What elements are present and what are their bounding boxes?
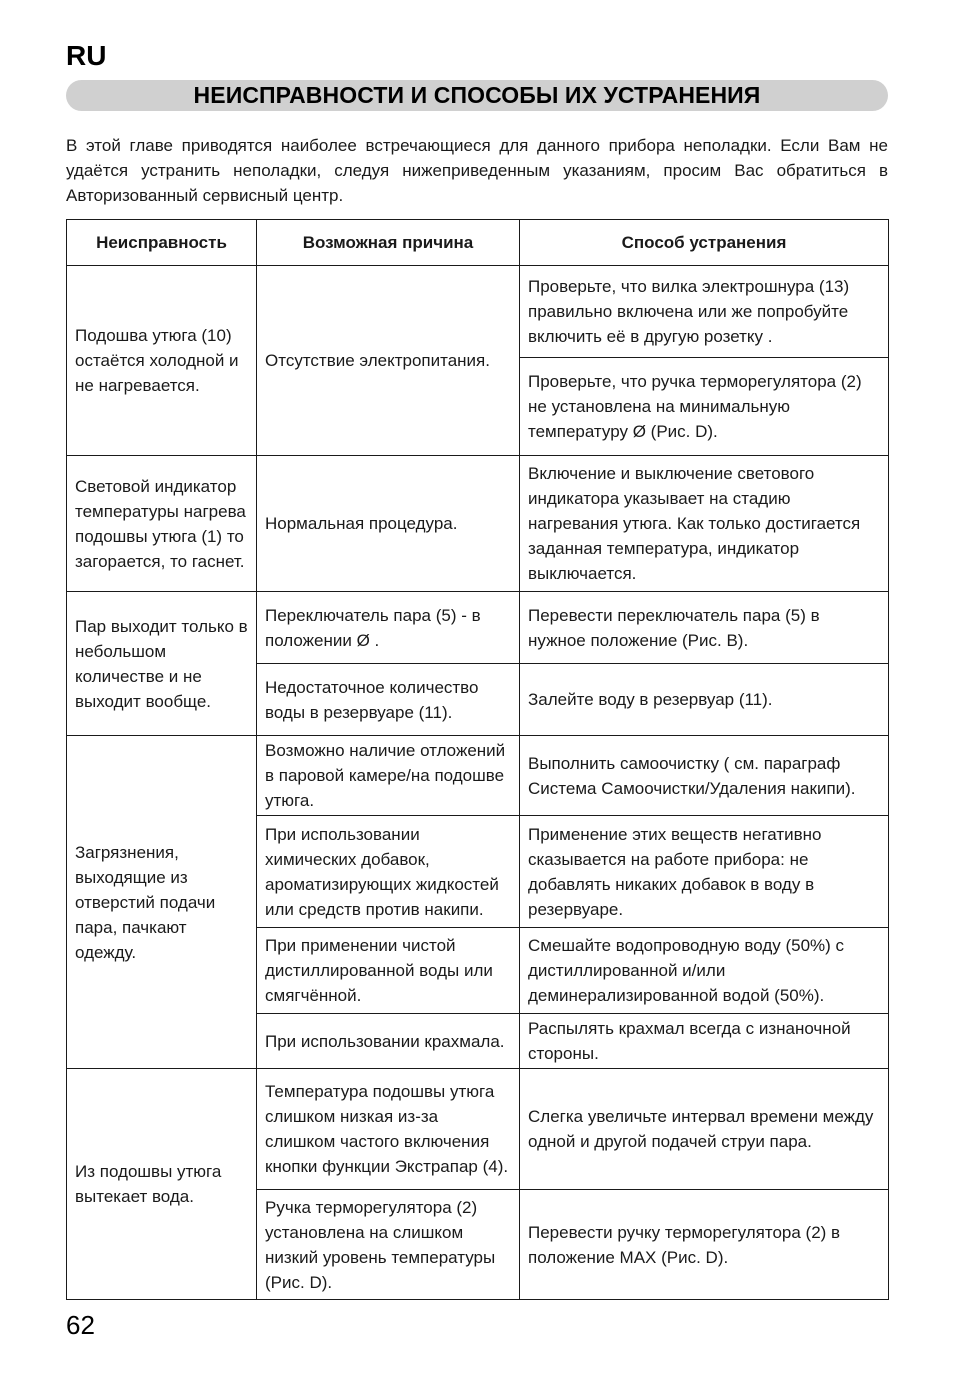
table-row	[67, 266, 889, 358]
solution-cell: Перевести переключатель пара (5) в нужное положение (Рис. В).	[520, 592, 889, 664]
solution-cell: Выполнить самоочистку ( см. параграф Система Самоочистки/Удаления накипи).	[520, 736, 889, 816]
header-solution: Способ устранения	[520, 220, 889, 266]
header-cause: Возможная причина	[257, 220, 520, 266]
page-number: 62	[66, 1310, 95, 1340]
cause-cell: Отсутствие электропитания.	[257, 266, 520, 456]
problem-cell: Загрязнения, выходящие из отверстий подачи пара, пачкают одежду.	[67, 736, 257, 1069]
intro-paragraph: В этой главе приводятся наиболее встречающиеся для данного прибора неполадки. Если Вам не удаётся устранить неполадки, следуя нижеприведенным указаниям, просим Вас обратиться в Авторизованный сервисный центр.	[66, 136, 888, 205]
solution-cell: Распылять крахмал всегда с изнаночной стороны.	[520, 1014, 889, 1069]
troubleshooting-table	[66, 219, 889, 1300]
solution-cell: Включение и выключение светового индикатора указывает на стадию нагревания утюга. Как только достигается заданная температура, индикатор выключается.	[520, 456, 889, 592]
table-row	[67, 1069, 889, 1190]
cause-cell: Недостаточное количество воды в резервуаре (11).	[257, 664, 520, 736]
cause-cell: Температура подошвы утюга слишком низкая из-за слишком частого включения кнопки функции Экстрапар (4).	[257, 1069, 520, 1190]
section-title: НЕИСПРАВНОСТИ И СПОСОБЫ ИХ УСТРАНЕНИЯ	[193, 82, 761, 108]
table-row	[67, 736, 889, 816]
cause-cell: Возможно наличие отложений в паровой камере/на подошве утюга.	[257, 736, 520, 816]
solution-cell: Применение этих веществ негативно сказывается на работе прибора: не добавлять никаких добавок в воду в резервуаре.	[520, 816, 889, 928]
header-problem: Неисправность	[67, 220, 257, 266]
cause-cell: Нормальная процедура.	[257, 456, 520, 592]
section-title-bar	[66, 80, 888, 111]
cause-cell: При использовании крахмала.	[257, 1014, 520, 1069]
table-row	[67, 592, 889, 664]
solution-cell: Проверьте, что ручка терморегулятора (2) не установлена на минимальную температуру Ø (Рис. D).	[520, 358, 889, 456]
problem-cell: Подошва утюга (10) остаётся холодной и не нагревается.	[67, 266, 257, 456]
cause-cell: Ручка терморегулятора (2) установлена на слишком низкий уровень температуры (Рис. D).	[257, 1190, 520, 1300]
cause-cell: Переключатель пара (5) - в положении Ø .	[257, 592, 520, 664]
table-header-row	[67, 220, 889, 266]
solution-cell: Смешайте водопроводную воду (50%) с дистиллированной и/или деминерализированной водой (50%).	[520, 928, 889, 1014]
solution-cell: Перевести ручку терморегулятора (2) в положение MAX (Рис. D).	[520, 1190, 889, 1300]
solution-cell: Проверьте, что вилка электрошнура (13) правильно включена или же попробуйте включить её в другую розетку .	[520, 266, 889, 358]
solution-cell: Залейте воду в резервуар (11).	[520, 664, 889, 736]
language-label: RU	[66, 40, 107, 71]
cause-cell: При применении чистой дистиллированной воды или смягчённой.	[257, 928, 520, 1014]
solution-cell: Слегка увеличьте интервал времени между одной и другой подачей струи пара.	[520, 1069, 889, 1190]
cause-cell: При использовании химических добавок, ароматизирующих жидкостей или средств против накипи.	[257, 816, 520, 928]
problem-cell: Пар выходит только в небольшом количестве и не выходит вообще.	[67, 592, 257, 736]
table-row	[67, 456, 889, 592]
problem-cell: Световой индикатор температуры нагрева подошвы утюга (1) то загорается, то гаснет.	[67, 456, 257, 592]
problem-cell: Из подошвы утюга вытекает вода.	[67, 1069, 257, 1300]
